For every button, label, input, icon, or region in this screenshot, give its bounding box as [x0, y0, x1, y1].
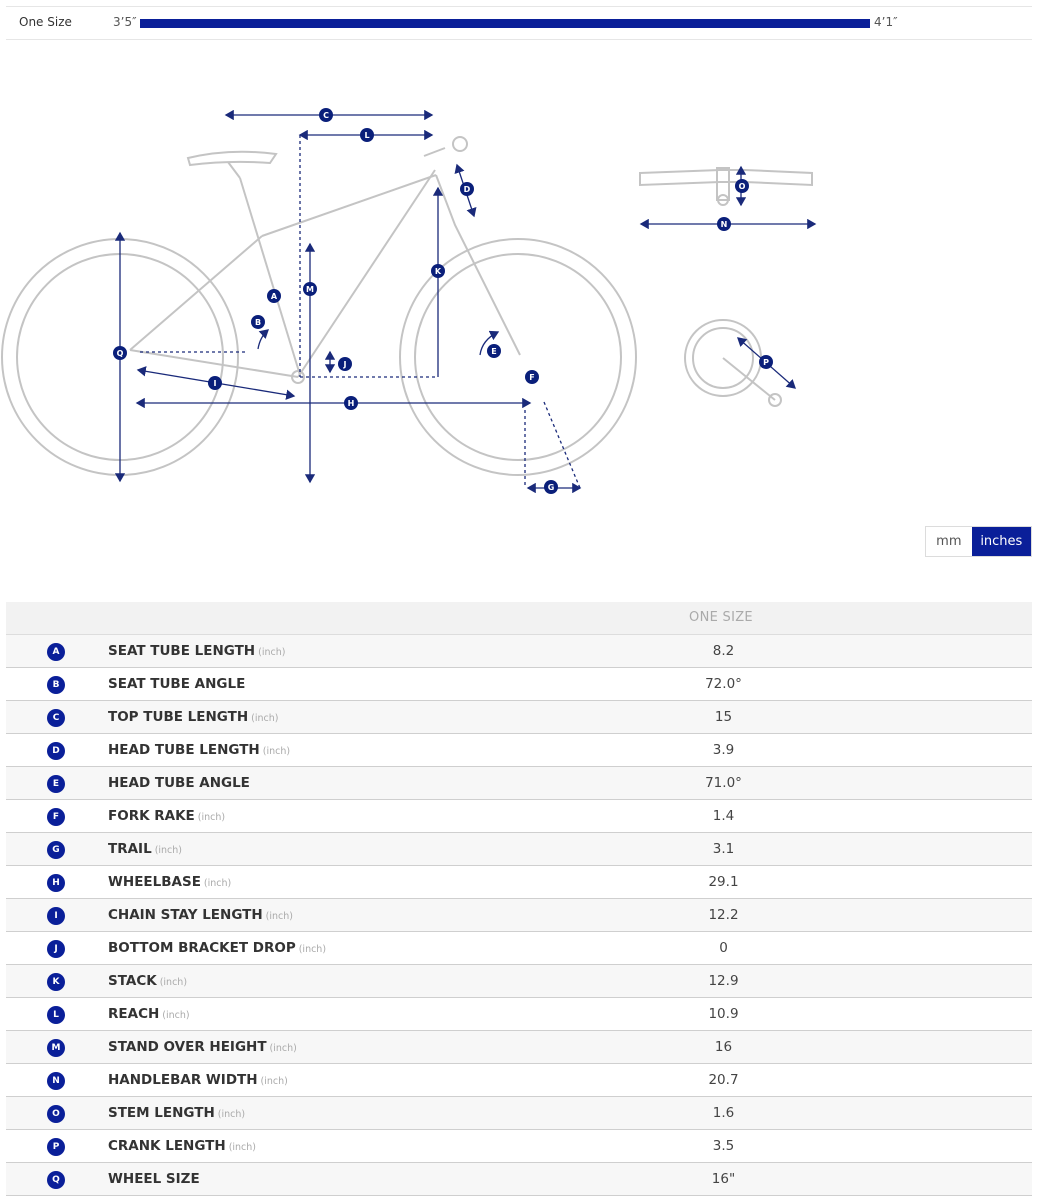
parameter-name [108, 874, 231, 890]
parameter-unit: (inch) [262, 746, 291, 757]
parameter-value: 10.9 [708, 1006, 739, 1022]
dimension-marker-I [208, 376, 222, 390]
table-row [6, 1064, 1032, 1097]
geometry-table-header [6, 602, 1032, 635]
parameter-value: 12.2 [708, 907, 739, 923]
dimension-marker-F [525, 370, 539, 384]
parameter-unit: (inch) [258, 647, 286, 658]
size-selector-row [6, 6, 1032, 40]
svg-text:C: C [323, 111, 329, 120]
table-row [6, 800, 1032, 833]
dimension-marker-C [319, 108, 333, 122]
dimension-marker-L [360, 128, 374, 142]
geometry-table-body [6, 635, 1032, 1196]
table-row [6, 833, 1032, 866]
table-row [6, 1031, 1032, 1064]
table-row [6, 1130, 1032, 1163]
dimension-badge: K [47, 973, 65, 991]
table-row [6, 767, 1032, 800]
dimension-badge: G [47, 841, 65, 859]
table-row [6, 701, 1032, 734]
geometry-diagram [0, 80, 1039, 510]
parameter-name [108, 940, 326, 956]
dimension-badge: F [47, 808, 65, 826]
dimension-marker-H [344, 396, 358, 410]
rider-height-range-bar [140, 19, 870, 28]
parameter-value: 20.7 [708, 1072, 739, 1088]
dimension-badge: C [47, 709, 65, 727]
dimension-badge: J [47, 940, 65, 958]
svg-text:F: F [529, 373, 535, 382]
svg-text:I: I [213, 379, 217, 388]
parameter-name [108, 1171, 200, 1187]
dimension-marker-M [303, 282, 317, 296]
parameter-name [108, 1006, 190, 1022]
table-row [6, 635, 1032, 668]
dimension-badge: Q [47, 1171, 65, 1189]
parameter-name [108, 709, 278, 725]
parameter-value: 1.4 [712, 808, 735, 824]
parameter-value: 8.2 [712, 643, 735, 659]
rider-height-track [140, 19, 870, 28]
parameter-unit: (inch) [197, 812, 226, 823]
parameter-value: 72.0° [705, 676, 742, 692]
parameter-unit: (inch) [217, 1109, 246, 1120]
table-row [6, 932, 1032, 965]
unit-mm-button[interactable]: mm [936, 534, 962, 549]
parameter-label: STAND OVER HEIGHT [108, 1039, 267, 1055]
parameter-value: 3.1 [712, 841, 735, 857]
parameter-value: 71.0° [705, 775, 742, 791]
table-row [6, 734, 1032, 767]
parameter-label: BOTTOM BRACKET DROP [108, 940, 296, 956]
table-row [6, 998, 1032, 1031]
parameter-label: SEAT TUBE LENGTH [108, 643, 256, 659]
dimension-marker-D [460, 182, 474, 196]
parameter-unit: (inch) [298, 944, 327, 955]
svg-text:N: N [720, 220, 728, 229]
parameter-unit: (inch) [260, 1076, 288, 1087]
parameter-label: STEM LENGTH [108, 1105, 215, 1121]
parameter-label: STACK [108, 973, 157, 989]
parameter-label: TOP TUBE LENGTH [108, 709, 249, 725]
svg-text:D: D [463, 185, 471, 194]
parameter-label: CRANK LENGTH [108, 1138, 226, 1154]
parameter-unit: (inch) [162, 1010, 190, 1021]
dimension-marker-G [544, 480, 558, 494]
dimension-badge: H [47, 874, 65, 892]
svg-text:A: A [270, 292, 278, 301]
svg-text:M: M [306, 285, 314, 294]
parameter-value: 3.5 [712, 1138, 735, 1154]
svg-text:B: B [254, 318, 262, 327]
dimension-marker-N [717, 217, 731, 231]
rider-height-min: 3’5″ [113, 15, 137, 29]
parameter-unit: (inch) [159, 977, 188, 988]
rider-height-max: 4’1″ [874, 15, 898, 29]
parameter-label: REACH [108, 1006, 160, 1022]
table-row [6, 965, 1032, 998]
dimension-badge: B [47, 676, 65, 694]
svg-text:L: L [364, 131, 370, 140]
dimension-marker-O [735, 179, 749, 193]
parameter-label: HEAD TUBE LENGTH [108, 742, 260, 758]
dimension-badge: L [47, 1006, 65, 1024]
dimension-marker-E [487, 344, 501, 358]
parameter-name [108, 1072, 288, 1088]
parameter-label: TRAIL [108, 841, 152, 857]
parameter-unit: (inch) [251, 713, 279, 724]
bike-geometry-illustration [0, 80, 1039, 510]
parameter-name [108, 841, 182, 857]
parameter-value: 15 [714, 709, 733, 725]
parameter-name [108, 973, 187, 989]
table-row [6, 899, 1032, 932]
parameter-label: CHAIN STAY LENGTH [108, 907, 263, 923]
parameter-label: SEAT TUBE ANGLE [108, 676, 246, 692]
svg-text:G: G [547, 483, 555, 492]
dimension-badge: I [47, 907, 65, 925]
parameter-name [108, 643, 285, 659]
svg-text:E: E [491, 347, 497, 356]
svg-text:O: O [738, 182, 746, 191]
dimension-badge: E [47, 775, 65, 793]
dimension-badge: N [47, 1072, 65, 1090]
dimension-marker-J [338, 357, 352, 371]
dimension-marker-P [759, 355, 773, 369]
parameter-name [108, 907, 293, 923]
parameter-value: 16 [714, 1039, 733, 1055]
parameter-value: 16" [711, 1171, 736, 1187]
dimension-marker-K [431, 264, 445, 278]
dimension-marker-Q [113, 346, 127, 360]
dimension-badge: M [47, 1039, 65, 1057]
parameter-label: HEAD TUBE ANGLE [108, 775, 250, 791]
svg-text:J: J [343, 360, 347, 369]
table-row [6, 668, 1032, 701]
parameter-unit: (inch) [203, 878, 232, 889]
parameter-name [108, 1105, 245, 1121]
parameter-label: FORK RAKE [108, 808, 195, 824]
dimension-badge: A [47, 643, 65, 661]
parameter-value: 12.9 [708, 973, 739, 989]
dimension-badge: D [47, 742, 65, 760]
bike-outline [2, 137, 812, 475]
dimension-marker-B [251, 315, 265, 329]
parameter-label: WHEEL SIZE [108, 1171, 200, 1187]
dimension-badge: O [47, 1105, 65, 1123]
svg-text:Q: Q [116, 349, 124, 358]
table-row [6, 1097, 1032, 1130]
parameter-label: WHEELBASE [108, 874, 201, 890]
dimension-badge: P [47, 1138, 65, 1156]
dimension-markers [113, 108, 773, 494]
parameter-name [108, 742, 290, 758]
parameter-label: HANDLEBAR WIDTH [108, 1072, 258, 1088]
parameter-name [108, 676, 245, 692]
parameter-unit: (inch) [269, 1043, 297, 1054]
svg-text:K: K [434, 267, 442, 276]
parameter-value: 1.6 [712, 1105, 735, 1121]
parameter-name [108, 1039, 297, 1055]
parameter-name [108, 808, 225, 824]
dimension-marker-A [267, 289, 281, 303]
table-row [6, 866, 1032, 899]
parameter-unit: (inch) [265, 911, 293, 922]
column-header-one-size: ONE SIZE [689, 610, 753, 625]
unit-toggle [925, 526, 1032, 557]
unit-inches-button[interactable]: inches [972, 527, 1031, 556]
parameter-unit: (inch) [154, 845, 183, 856]
table-row [6, 1163, 1032, 1196]
svg-text:P: P [763, 358, 769, 367]
parameter-value: 0 [719, 940, 728, 956]
size-label: One Size [19, 15, 72, 29]
parameter-name [108, 775, 250, 791]
parameter-unit: (inch) [228, 1142, 257, 1153]
parameter-name [108, 1138, 256, 1154]
parameter-value: 3.9 [712, 742, 735, 758]
svg-text:H: H [347, 399, 355, 408]
parameter-value: 29.1 [708, 874, 739, 890]
geometry-table [6, 602, 1032, 1196]
